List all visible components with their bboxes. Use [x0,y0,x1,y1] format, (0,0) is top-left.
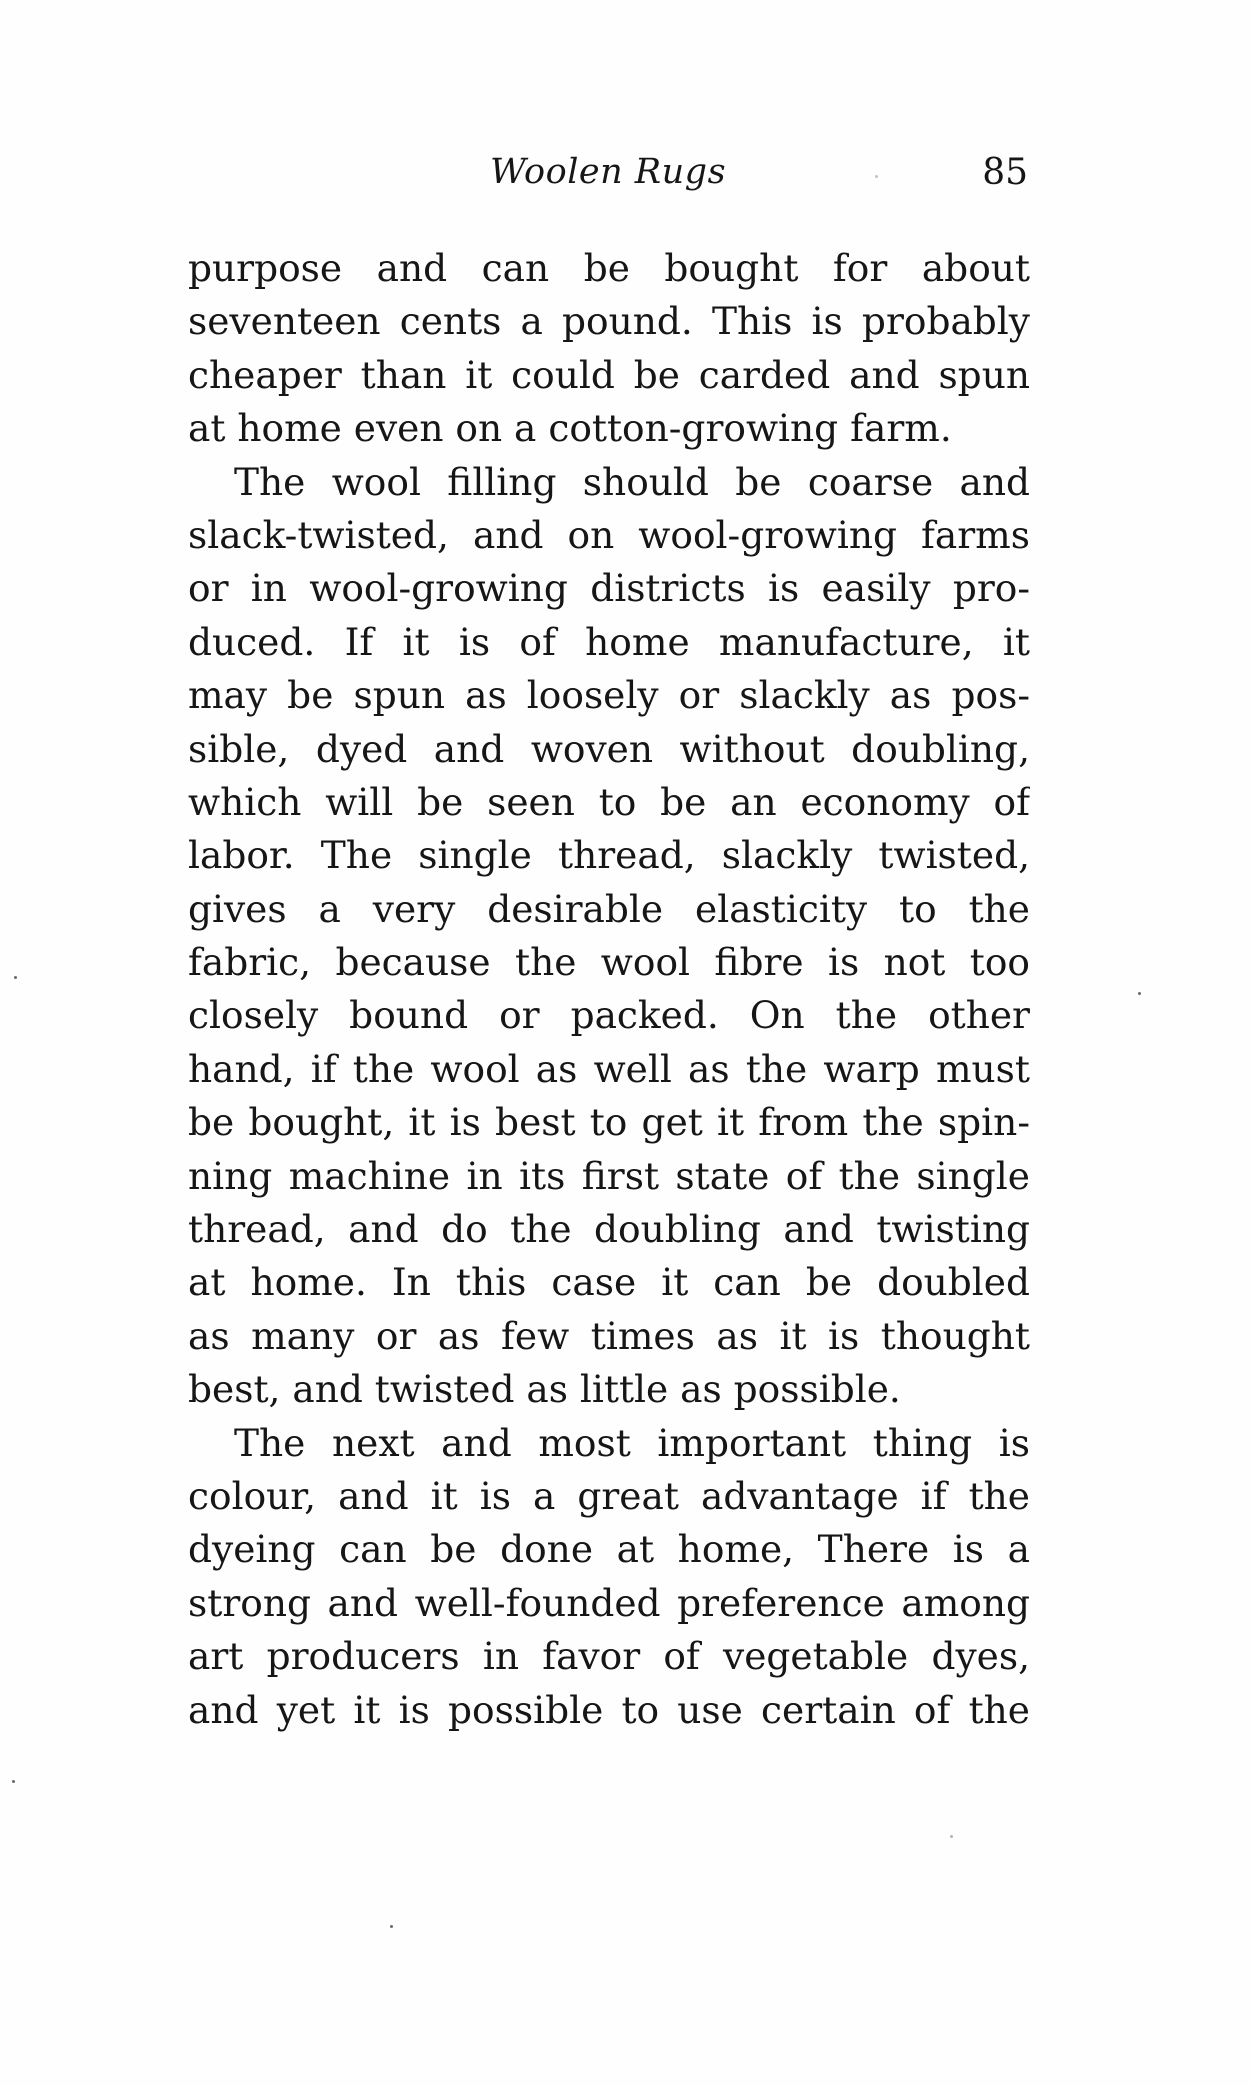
text-line: best, and twisted as little as possible. [188,1367,901,1412]
running-title: Woolen Rugs [489,152,727,192]
text-line: slack-twisted, and on wool-growing farms [188,512,1030,557]
text-line: may be spun as loosely or slackly as pos- [188,673,1030,718]
scan-speck [1138,992,1141,995]
text-line: as many or as few times as it is thought [188,1313,1030,1358]
text-line: labor. The single thread, slackly twisted, [188,833,1030,878]
page-number: 85 [982,152,1028,193]
text-line: closely bound or packed. On the other [188,993,1030,1038]
scan-speck [14,976,17,979]
text-line: at home. In this case it can be doubled [188,1260,1030,1305]
text-line: which will be seen to be an economy of [188,779,1030,824]
text-line: be bought, it is best to get it from the spin- [188,1100,1030,1145]
text-line: fabric, because the wool fibre is not too [188,940,1030,985]
paragraph-3 [188,1417,1030,1737]
text-line: strong and well-founded preference among [188,1580,1030,1625]
text-line: gives a very desirable elasticity to the [188,886,1030,931]
scan-speck [950,1835,953,1838]
text-line: thread, and do the doubling and twisting [188,1207,1030,1252]
text-line: The wool filling should be coarse and [234,459,1030,504]
paragraph-2 [188,456,1030,1417]
text-line: seventeen cents a pound. This is probably [188,299,1030,344]
text-line: art producers in favor of vegetable dyes, [188,1634,1030,1679]
text-line: cheaper than it could be carded and spun [188,352,1030,397]
text-line: The next and most important thing is [234,1420,1030,1465]
text-line: colour, and it is a great advantage if the [188,1473,1030,1518]
running-head [188,152,1028,210]
text-line: purpose and can be bought for about [188,246,1030,290]
text-line: at home even on a cotton-growing farm. [188,406,952,451]
text-line: dyeing can be done at home, There is a [188,1527,1030,1572]
body-text [188,242,1030,1737]
paragraph-1 [188,242,1030,456]
scan-speck [390,1925,393,1928]
scan-speck [875,175,878,178]
text-line: ning machine in its first state of the single [188,1153,1030,1198]
text-line: or in wool-growing districts is easily pro- [188,566,1030,611]
text-line: duced. If it is of home manufacture, it [188,619,1030,664]
text-line: and yet it is possible to use certain of the [188,1687,1030,1732]
text-line: sible, dyed and woven without doubling, [188,726,1030,771]
scan-speck [12,1780,15,1783]
text-line: hand, if the wool as well as the warp must [188,1046,1030,1091]
